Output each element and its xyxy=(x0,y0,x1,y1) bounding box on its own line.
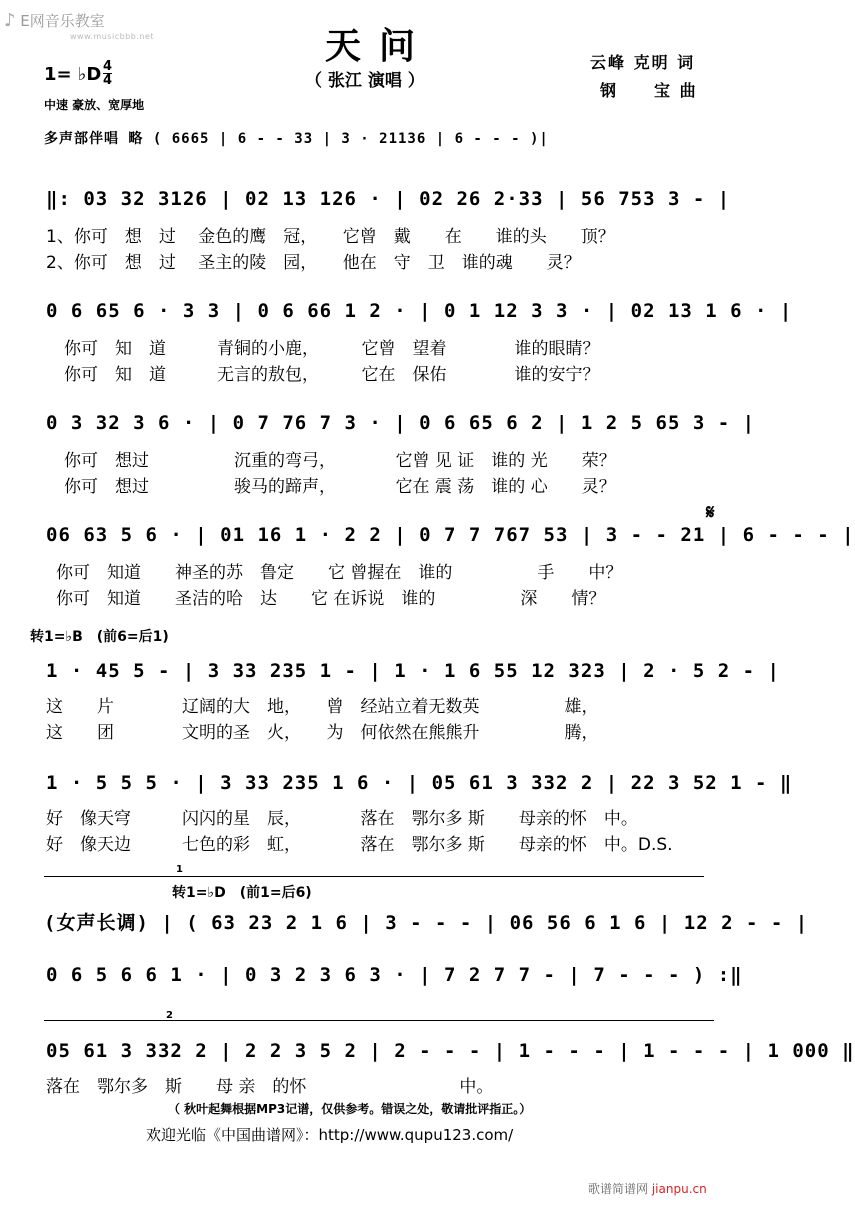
transcription-note: （ 秋叶起舞根据MP3记谱，仅供参考。错误之处，敬请批评指正。） xyxy=(168,1102,532,1116)
lyric-row-2-verse-2: 你可 知 道 无言的敖包， 它在 保佑 谁的安宁？ xyxy=(64,365,600,385)
volta-1-bracket xyxy=(44,876,704,877)
lyric-row-5-verse-1: 这 片 辽阔的大 地， 曾 经站立着无数英 雄， xyxy=(46,697,599,717)
lyric-row-3-verse-1: 你可 想过 沉重的弯弓， 它曾 见 证 谁的 光 荣？ xyxy=(64,451,616,471)
lyric-row-2-verse-1: 你可 知 道 青铜的小鹿， 它曾 望着 谁的眼睛？ xyxy=(64,339,600,359)
lyric-row-6-verse-1: 好 像天穹 闪闪的星 辰， 落在 鄂尔多 斯 母亲的怀 中。 xyxy=(46,809,638,829)
lyric-row-4-verse-1: 你可 知道 神圣的苏 鲁定 它 曾握在 谁的 手 中？ xyxy=(56,563,623,583)
notation-row-3: 0 3 32 3 6 · | 0 7 76 7 3 · | 0 6 65 6 2 | 1 2 5 65 3 - | xyxy=(46,412,756,434)
footer-watermark-text: 歌谱简谱网 xyxy=(588,1182,649,1196)
key-signature: 1= ♭D xyxy=(44,64,102,85)
watermark-logo xyxy=(4,10,105,31)
notation-row-9: 05 61 3 332 2 | 2 2 3 5 2 | 2 - - - | 1 - - - | 1 - - - | 1 000 ‖ xyxy=(46,1040,855,1062)
lyric-row-1-verse-1: 1、你可 想 过 金色的鹰 冠， 它曾 戴 在 谁的头 顶？ xyxy=(46,227,615,247)
watermark-sub: www.musicbbb.net xyxy=(70,32,154,41)
lyric-row-5-verse-2: 这 团 文明的圣 火， 为 何依然在熊熊升 腾， xyxy=(46,723,599,743)
lyric-row-3-verse-2: 你可 想过 骏马的蹄声， 它在 震 荡 谁的 心 灵？ xyxy=(64,477,616,497)
lyric-row-4-verse-2: 你可 知道 圣洁的哈 达 它 在诉说 谁的 深 情？ xyxy=(56,589,606,609)
song-singer: （ 张江 演唱 ） xyxy=(305,71,425,91)
notation-row-7: (女声长调) | ( 63 23 2 1 6 | 3 - - - | 06 56 6 1 6 | 12 2 - - | xyxy=(44,912,809,934)
time-signature xyxy=(103,60,112,87)
lyric-row-6-verse-2: 好 像天边 七色的彩 虹， 落在 鄂尔多 斯 母亲的怀 中。D.S. xyxy=(46,835,673,855)
watermark-site: E网音乐教室 xyxy=(20,12,105,30)
footer-watermark xyxy=(588,1180,707,1197)
composer: 钢 宝 曲 xyxy=(600,81,698,100)
notation-row-5: 1 · 45 5 - | 3 33 235 1 - | 1 · 1 6 55 12 323 | 2 · 5 2 - | xyxy=(46,660,780,682)
modulation-1: 转1=♭B (前6=后1) xyxy=(30,629,169,645)
welcome-line: 欢迎光临《中国曲谱网》：http://www.qupu123.com/ xyxy=(146,1126,514,1144)
notation-row-2: 0 6 65 6 · 3 3 | 0 6 66 1 2 · | 0 1 12 3 3 · | 02 13 1 6 · | xyxy=(46,300,793,322)
notation-row-intro: 多声部伴唱 略 ( 6665 | 6 - - 33 | 3 · 21136 | 6 - - - )| xyxy=(44,131,549,147)
meter-top: 4 xyxy=(103,59,113,74)
notation-row-4: 06 63 5 6 · | 01 16 1 · 2 2 | 0 7 7 767 53 | 3 - - 21 | 6 - - - | xyxy=(46,524,855,546)
volta-1-number: 1 xyxy=(176,864,183,875)
notation-row-8: 0 6 5 6 6 1 · | 0 3 2 3 6 3 · | 7 2 7 7 - | 7 - - - ) :‖ xyxy=(46,964,743,986)
footer-watermark-url: jianpu.cn xyxy=(651,1182,707,1196)
music-note-icon: ♪ xyxy=(4,10,16,31)
lyricist: 云峰 克明 词 xyxy=(590,53,696,72)
notation-row-6: 1 · 5 5 5 · | 3 33 235 1 6 · | 05 61 3 332 2 | 22 3 52 1 - ‖ xyxy=(46,772,793,794)
notation-row-1: ‖: 03 32 3126 | 02 13 126 · | 02 26 2·33 | 56 753 3 - | xyxy=(46,188,731,210)
lyric-row-9: 落在 鄂尔多 斯 母 亲 的怀 中。 xyxy=(46,1077,494,1097)
tempo-marking: 中速 豪放、宽厚地 xyxy=(44,98,145,112)
lyric-row-1-verse-2: 2、你可 想 过 圣主的陵 园， 他在 守 卫 谁的魂 灵？ xyxy=(46,253,581,273)
meter-bottom: 4 xyxy=(103,73,113,88)
segno-sign: 𝄋 xyxy=(706,500,715,524)
modulation-2: 转1=♭D (前1=后6) xyxy=(172,885,312,901)
volta-2-number: 2 xyxy=(166,1010,173,1021)
song-title: 天问 xyxy=(325,26,434,67)
volta-2-bracket xyxy=(44,1020,714,1021)
